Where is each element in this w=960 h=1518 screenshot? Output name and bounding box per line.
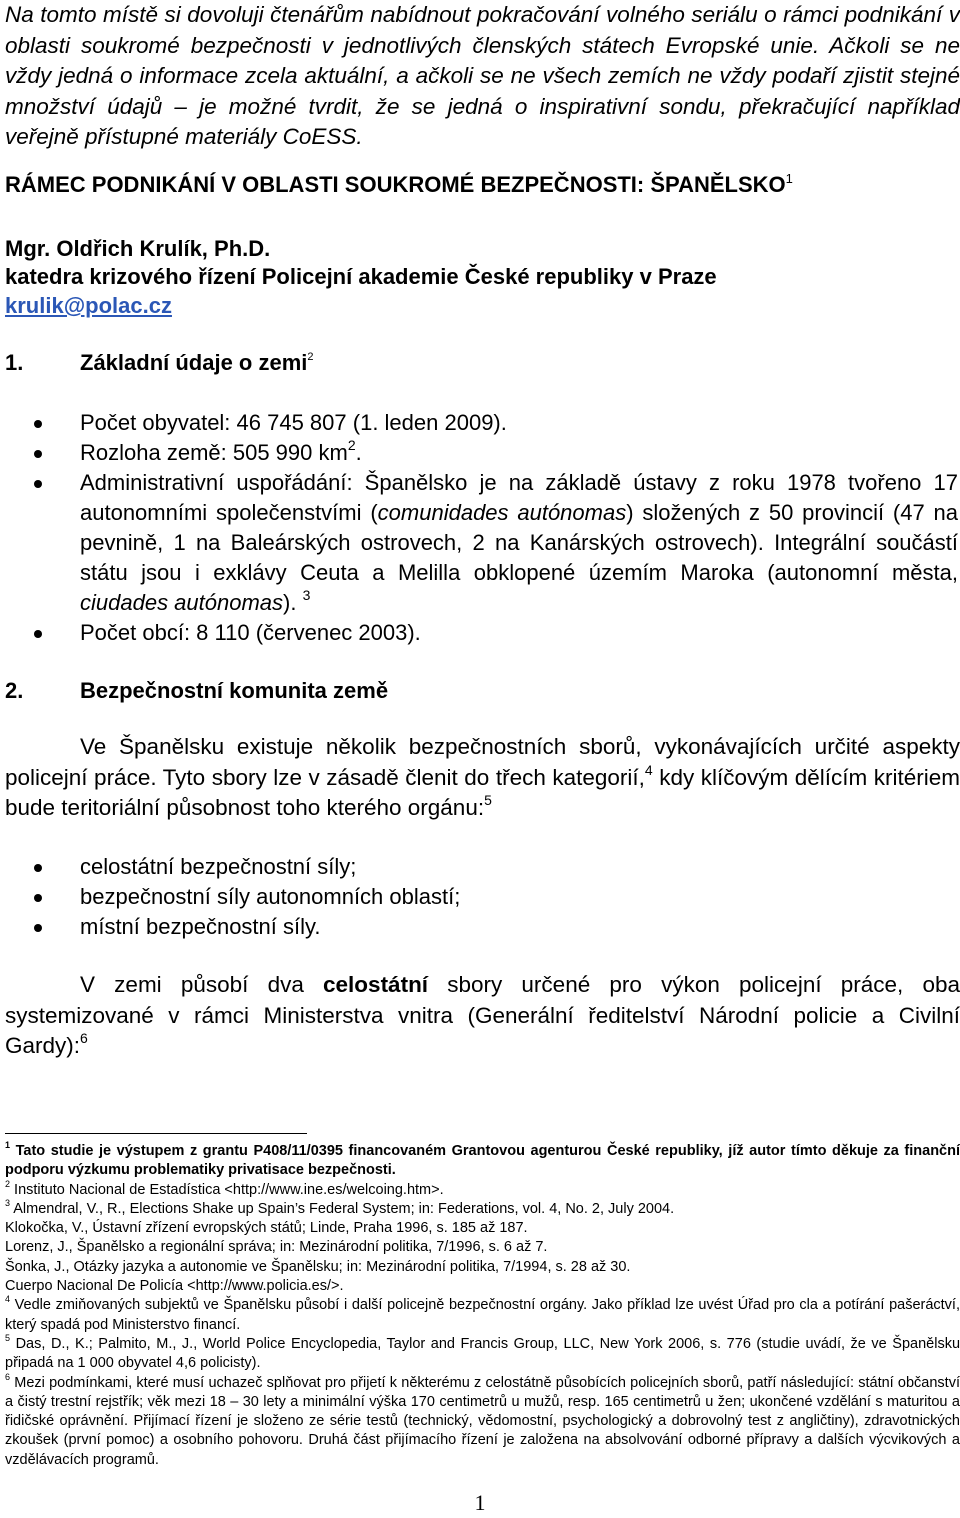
author-email-link[interactable]: krulik@polac.cz bbox=[5, 293, 172, 318]
paragraph-text: sbory určené pro výkon policejní práce, oba systemizované v rámci Ministerstva vnitra (Generální ředitelství Národní policie a Civilní Gardy): bbox=[5, 972, 960, 1058]
list-item bbox=[0, 438, 960, 468]
footnote-ref[interactable]: 2 bbox=[307, 351, 314, 363]
footnote-4 bbox=[5, 1296, 960, 1335]
list-item-text: ). bbox=[283, 590, 297, 615]
italic-term: ciudades autónomas bbox=[80, 590, 284, 615]
list-item bbox=[0, 618, 960, 648]
list-item-text: Počet obcí: 8 110 (červenec 2003). bbox=[80, 620, 421, 645]
list-item-text: Počet obyvatel: 46 745 807 (1. leden 2009). bbox=[80, 410, 507, 435]
bullet-icon bbox=[34, 630, 42, 638]
footnote-text: Almendral, V., R., Elections Shake up Spain’s Federal System; in: Federations, vol. 4, No. 2, July 2004. bbox=[13, 1200, 675, 1217]
list-item-text: místní bezpečnostní síly. bbox=[80, 914, 321, 939]
section-title bbox=[80, 350, 314, 376]
body-paragraph bbox=[5, 970, 960, 1062]
list-item bbox=[0, 882, 960, 912]
page-number: 1 bbox=[474, 1490, 486, 1515]
footnote-ref[interactable]: 6 bbox=[80, 1030, 88, 1046]
section-number: 2. bbox=[5, 678, 24, 703]
footnote-number: 2 bbox=[5, 1178, 11, 1189]
author-name: Mgr. Oldřich Krulík, Ph.D. bbox=[5, 236, 271, 261]
bullet-icon bbox=[34, 450, 42, 458]
author-affiliation: katedra krizového řízení Policejní akademie České republiky v Praze bbox=[5, 264, 717, 289]
footnote-3-ref: Cuerpo Nacional De Policía <http://www.policia.es/>. bbox=[5, 1278, 344, 1295]
section-number: 1. bbox=[5, 350, 24, 375]
paragraph-text: Ve Španělsku existuje několik bezpečnostních sborů, vykonávajících určité aspekty policejní práce. Tyto sbory lze v zásadě členit do třech kategorií, bbox=[5, 734, 960, 790]
list-item bbox=[0, 852, 960, 882]
bullet-icon bbox=[34, 480, 42, 488]
footnote-ref[interactable]: 3 bbox=[302, 587, 311, 603]
list-item-text: ) složených z 50 provincií (47 na pevnině, 1 na Baleárských ostrovech, 2 na Kanárských ostrovech). Integrální součástí státu jsou i exklávy Ceuta a Melilla obklopené územím Maroka (autonomní města, bbox=[80, 500, 958, 585]
paragraph-text: kdy klíčovým dělícím kritériem bude teritoriální působnost toho kterého orgánu: bbox=[5, 764, 960, 820]
footnote-3-ref: Šonka, J., Otázky jazyka a autonomie ve Španělsku; in: Mezinárodní politika, 7/1994, s. 28 až 30. bbox=[5, 1258, 631, 1275]
footnote-6 bbox=[5, 1371, 960, 1470]
body-paragraph bbox=[5, 732, 960, 824]
footnote-3 bbox=[5, 1197, 960, 1219]
list-item bbox=[0, 912, 960, 942]
section-title-text: Základní údaje o zemi bbox=[80, 350, 308, 375]
bullet-icon bbox=[34, 924, 42, 932]
list-item-text: . bbox=[355, 440, 362, 465]
footnote-5 bbox=[5, 1332, 960, 1374]
article-title-text: RÁMEC PODNIKÁNÍ V OBLASTI SOUKROMÉ BEZPEČNOSTI: ŠPANĚLSKO bbox=[5, 172, 786, 197]
footnote-text: Instituto Nacional de Estadística <http://www.ine.es/welcoing.htm>. bbox=[14, 1181, 444, 1198]
footnote-number: 1 bbox=[5, 1140, 11, 1150]
footnote-number: 6 bbox=[5, 1371, 11, 1382]
footnote-ref[interactable]: 1 bbox=[785, 171, 793, 186]
footnote-text: Vedle zmiňovaných subjektů ve Španělsku působí i další policejně bezpečnostní orgány. Jako příklad lze uvést Úřad pro cla a potírání pašeráctví, který spadá pod Ministerstvo financí. bbox=[5, 1297, 960, 1333]
footnotes bbox=[5, 1142, 960, 1470]
footnote-text: Tato studie je výstupem z grantu P408/11/0395 financovaném Grantovou agenturou České republiky, jíž autor tímto děkuje za finanční podporu výzkumu problematiky privatisace bezpečnosti. bbox=[5, 1143, 960, 1179]
footnote-number: 4 bbox=[5, 1294, 11, 1305]
footnote-ref[interactable]: 4 bbox=[644, 761, 653, 778]
country-facts-list bbox=[0, 408, 960, 648]
bullet-icon bbox=[34, 864, 42, 872]
bold-term: celostátní bbox=[323, 972, 429, 997]
superscript: 2 bbox=[347, 437, 356, 453]
intro-paragraph: Na tomto místě si dovoluji čtenářům nabídnout pokračování volného seriálu o rámci podnikání v oblasti soukromé bezpečnosti v jednotlivých členských státech Evropské unie. Ačkoli se ne vždy jedná o informace zcela aktuální, a ačkoli se ne všech zemích ne vždy podaří zjistit stejné množství údajů – je možné tvrdit, že se jedná o inspirativní sondu, překračující například veřejně přístupné materiály CoESS. bbox=[5, 2, 960, 149]
italic-term: comunidades autónomas bbox=[377, 500, 627, 525]
list-item bbox=[0, 408, 960, 438]
list-item bbox=[0, 468, 960, 618]
footnote-ref[interactable]: 5 bbox=[484, 792, 492, 808]
list-item-text: Rozloha země: 505 990 km bbox=[80, 440, 348, 465]
footnote-text: Mezi podmínkami, které musí uchazeč splňovat pro přijetí k některému z celostátně působících policejních sborů, patří následující: státní občanství a čistý trestní rejstřík; věk mezi 18 – 30 lety a minimální výška 170 centimetrů u mužů, resp. 165 centimetrů u žen; ukončené vzdělání s maturitou a řidičské oprávnění. Přijímací řízení je složeno ze série testů (technický, vědomostní, psychologický a dobrovolný test z angličtiny), zdravotnických zkoušek (první pomoc) a osobního pohovoru. Druhá část přijímacího řízení je založena na absolvování odborné přípravy a dalších výcvikových a vzdělávacích programů. bbox=[5, 1374, 960, 1468]
list-item-text: celostátní bezpečnostní síly; bbox=[80, 854, 357, 879]
footnote-number: 3 bbox=[5, 1197, 11, 1208]
paragraph-text: V zemi působí dva bbox=[80, 972, 324, 997]
footnote-1 bbox=[5, 1142, 960, 1181]
footnote-text: Das, D., K.; Palmito, M., J., World Police Encyclopedia, Taylor and Francis Group, LLC, New York 2006, s. 776 (studie uvádí, že ve Španělsku připadá na 1 000 obyvatel 4,6 policisty). bbox=[5, 1335, 960, 1372]
list-item-text: Administrativní uspořádání: Španělsko je na základě ústavy z roku 1978 tvořeno 17 autonomními společenstvími ( bbox=[80, 470, 958, 525]
footnote-3-ref: Lorenz, J., Španělsko a regionální správa; in: Mezinárodní politika, 7/1996, s. 6 až 7. bbox=[5, 1239, 548, 1256]
article-title bbox=[5, 172, 793, 198]
security-forces-list bbox=[0, 852, 960, 942]
bullet-icon bbox=[34, 420, 42, 428]
footnote-number: 5 bbox=[5, 1332, 11, 1343]
footnote-separator bbox=[5, 1133, 307, 1134]
bullet-icon bbox=[34, 894, 42, 902]
footnote-2 bbox=[5, 1178, 960, 1200]
footnote-3-ref: Klokočka, V., Ústavní zřízení evropských států; Linde, Praha 1996, s. 185 až 187. bbox=[5, 1220, 528, 1237]
section-title: Bezpečnostní komunita země bbox=[80, 678, 389, 703]
list-item-text: bezpečnostní síly autonomních oblastí; bbox=[80, 884, 461, 909]
